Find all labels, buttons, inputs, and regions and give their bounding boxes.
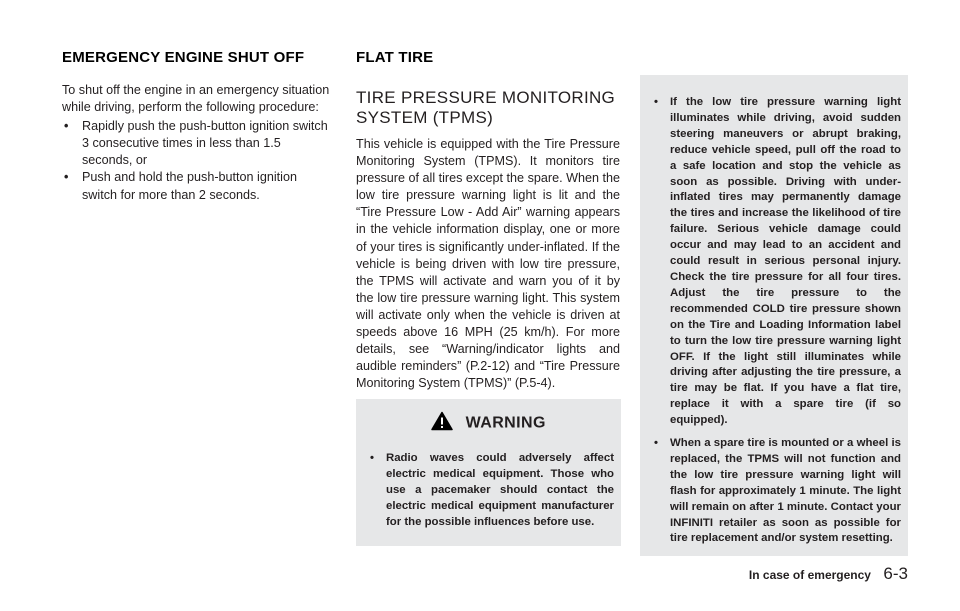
list-item-text: Radio waves could adversely affect electric medical equipment. Those who use a pacemaker should contact the electric medical equipment manufacturer for the possible influences before use. xyxy=(386,452,614,528)
bullet-icon: • xyxy=(370,452,374,464)
right-warning-list xyxy=(648,95,901,547)
list-item xyxy=(62,118,334,169)
list-item-text: Rapidly push the push-button ignition switch 3 consecutive times in less than 1.5 seconds, or xyxy=(82,119,328,168)
warning-box xyxy=(356,399,621,546)
warning-header xyxy=(356,411,621,436)
intro-paragraph: To shut off the engine in an emergency situation while driving, perform the following procedure: xyxy=(62,83,330,115)
subheading-tpms: TIRE PRESSURE MONITORING SYSTEM (TPMS) xyxy=(356,88,616,127)
list-item xyxy=(364,451,614,531)
warning-list xyxy=(364,451,614,531)
list-item-text: If the low tire pressure warning light illuminates while driving, avoid sudden steering maneuvers or abrupt braking, reduce vehicle speed, pull off the road to a safe location and stop the vehicle as soon as possible. Driving with under-inflated tires may permanently damage the tires and increase the likelihood of tire failure. Serious vehicle damage could occur and may lead to an accident and could result in serious personal injury. Check the tire pressure for all four tires. Adjust the tire pressure to the recommended COLD tire pressure shown on the Tire and Loading Information label to turn the low tire pressure warning light OFF. If the light still illuminates while driving after adjusting the tire pressure, a tire may be flat. If you have a flat tire, replace it with a spare tire (if so equipped). xyxy=(670,96,901,427)
section-heading-flat-tire: FLAT TIRE xyxy=(356,49,434,66)
page-footer xyxy=(749,564,908,584)
bullet-icon: • xyxy=(654,96,658,108)
tpms-body: This vehicle is equipped with the Tire Pressure Monitoring System (TPMS). It monitors tire pressure of all tires except the spare. When the low tire pressure warning light is lit and the “Tire Pressure Low - Add Air” warning appears in the vehicle information display, one or more of your tires is significantly under-inflated. If the vehicle is being driven with low tire pressure, the TPMS will activate and warn you of it by the low tire pressure warning light. This system will activate only when the vehicle is driven at speeds above 16 MPH (25 km/h). For more details, see “Warning/indicator lights and audible reminders” (P.2-12) and “Tire Pressure Monitoring System (TPMS)” (P.5-4). xyxy=(356,137,620,391)
middle-column xyxy=(356,88,620,392)
bullet-icon: • xyxy=(64,119,69,134)
right-warning-box xyxy=(640,75,908,556)
warning-title: WARNING xyxy=(465,414,546,432)
list-item xyxy=(62,169,334,203)
warning-triangle-icon xyxy=(431,411,453,436)
list-item-text: Push and hold the push-button ignition switch for more than 2 seconds. xyxy=(82,170,297,202)
left-column xyxy=(62,82,334,204)
list-item-text: When a spare tire is mounted or a wheel is replaced, the TPMS will not function and the low tire pressure warning light will flash for approximately 1 minute. The light will remain on after 1 minute. Contact your INFINITI retailer as soon as possible for tire replacement and/or system resetting. xyxy=(670,437,901,545)
footer-section-label: In case of emergency xyxy=(748,568,871,582)
list-item xyxy=(648,95,901,429)
bullet-icon: • xyxy=(654,437,658,450)
list-item xyxy=(648,436,901,547)
section-heading-emergency-shutoff: EMERGENCY ENGINE SHUT OFF xyxy=(62,49,305,66)
bullet-icon: • xyxy=(64,170,69,185)
page-number: 6-3 xyxy=(883,564,908,583)
